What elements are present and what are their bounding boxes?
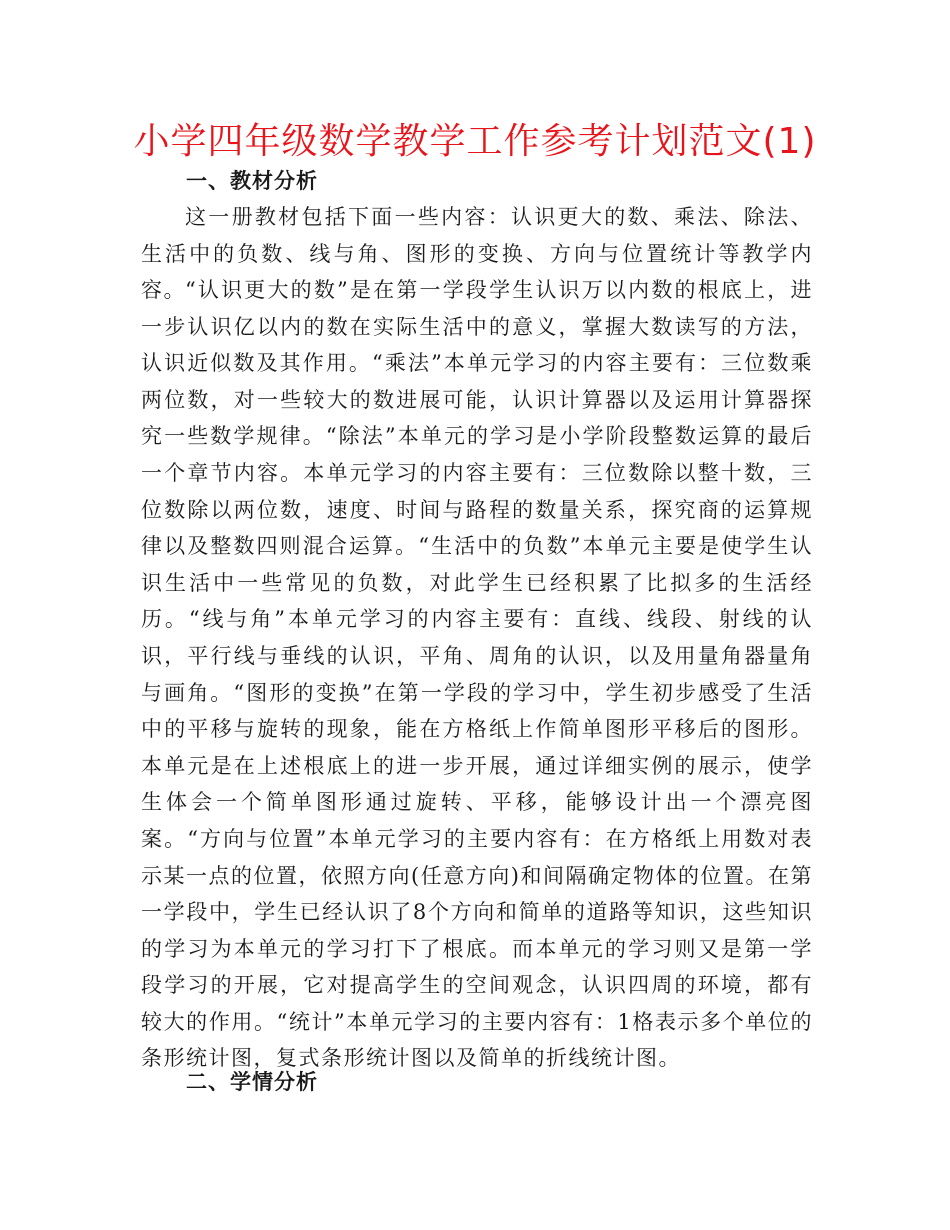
paragraph-unit-descriptions: “认识更大的数”是在第一学段学生认识万以内数的根底上，进一步认识亿以内的数在实际生活中的意义，掌握大数读写的方法，认识近似数及其作用。“乘法”本单元学习的内容主要有：三位数乘两位数，对一些较大的数进展可能，认识计算器以及运用计算器探究一些数学规律。“除法”本单元的学习是小学阶段整数运算的最后一个章节内容。本单元学习的内容主要有：三位数除以整十数，三位数除以两位数，速度、时间与路程的数量关系，探究商的运算规律以及整数四则混合运算。“生活中的负数”本单元主要是使学生认识生活中一些常见的负数，对此学生已经积累了比拟多的生活经历。“线与角”本单元学习的内容主要有：直线、线段、射线的认识，平行线与垂线的认识，平角、周角的认识，以及用量角器量角与画角。“图形的变换”在第一学段的学习中，学生初步感受了生活中的平移与旋转的现象，能在方格纸上作简单图形平移后的图形。本单元是在上述根底上的进一步开展，通过详细实例的展示，使学生体会一个简单图形通过旋转、平移，能够设计出一个漂亮图案。“方向与位置”本单元学习的主要内容有：在方格纸上用数对表示某一点的位置，依照方向(任意方向)和间隔确定物体的位置。在第一学段中，学生已经认识了8个方向和简单的道路等知识，这些知识的学习为本单元的学习打下了根底。而本单元的学习则又是第一学段学习的开展，它对提高学生的空间观念，认识四周的环境，都有较大的作用。“统计”本单元学习的主要内容有：1格表示多个单位的条形统计图，复式条形统计图以及简单的折线统计图。 <box>141 278 813 1071</box>
paragraph-contents-overview: 这一册教材包括下面一些内容：认识更大的数、乘法、除法、生活中的负数、线与角、图形的变换、方向与位置统计等教学内容。 <box>141 205 813 303</box>
section-heading-student-analysis: 二、学情分析 <box>186 1069 318 1094</box>
document-title: 小学四年级数学教学工作参考计划范文(1) <box>133 121 817 162</box>
section-heading-textbook-analysis: 一、教材分析 <box>186 168 318 193</box>
